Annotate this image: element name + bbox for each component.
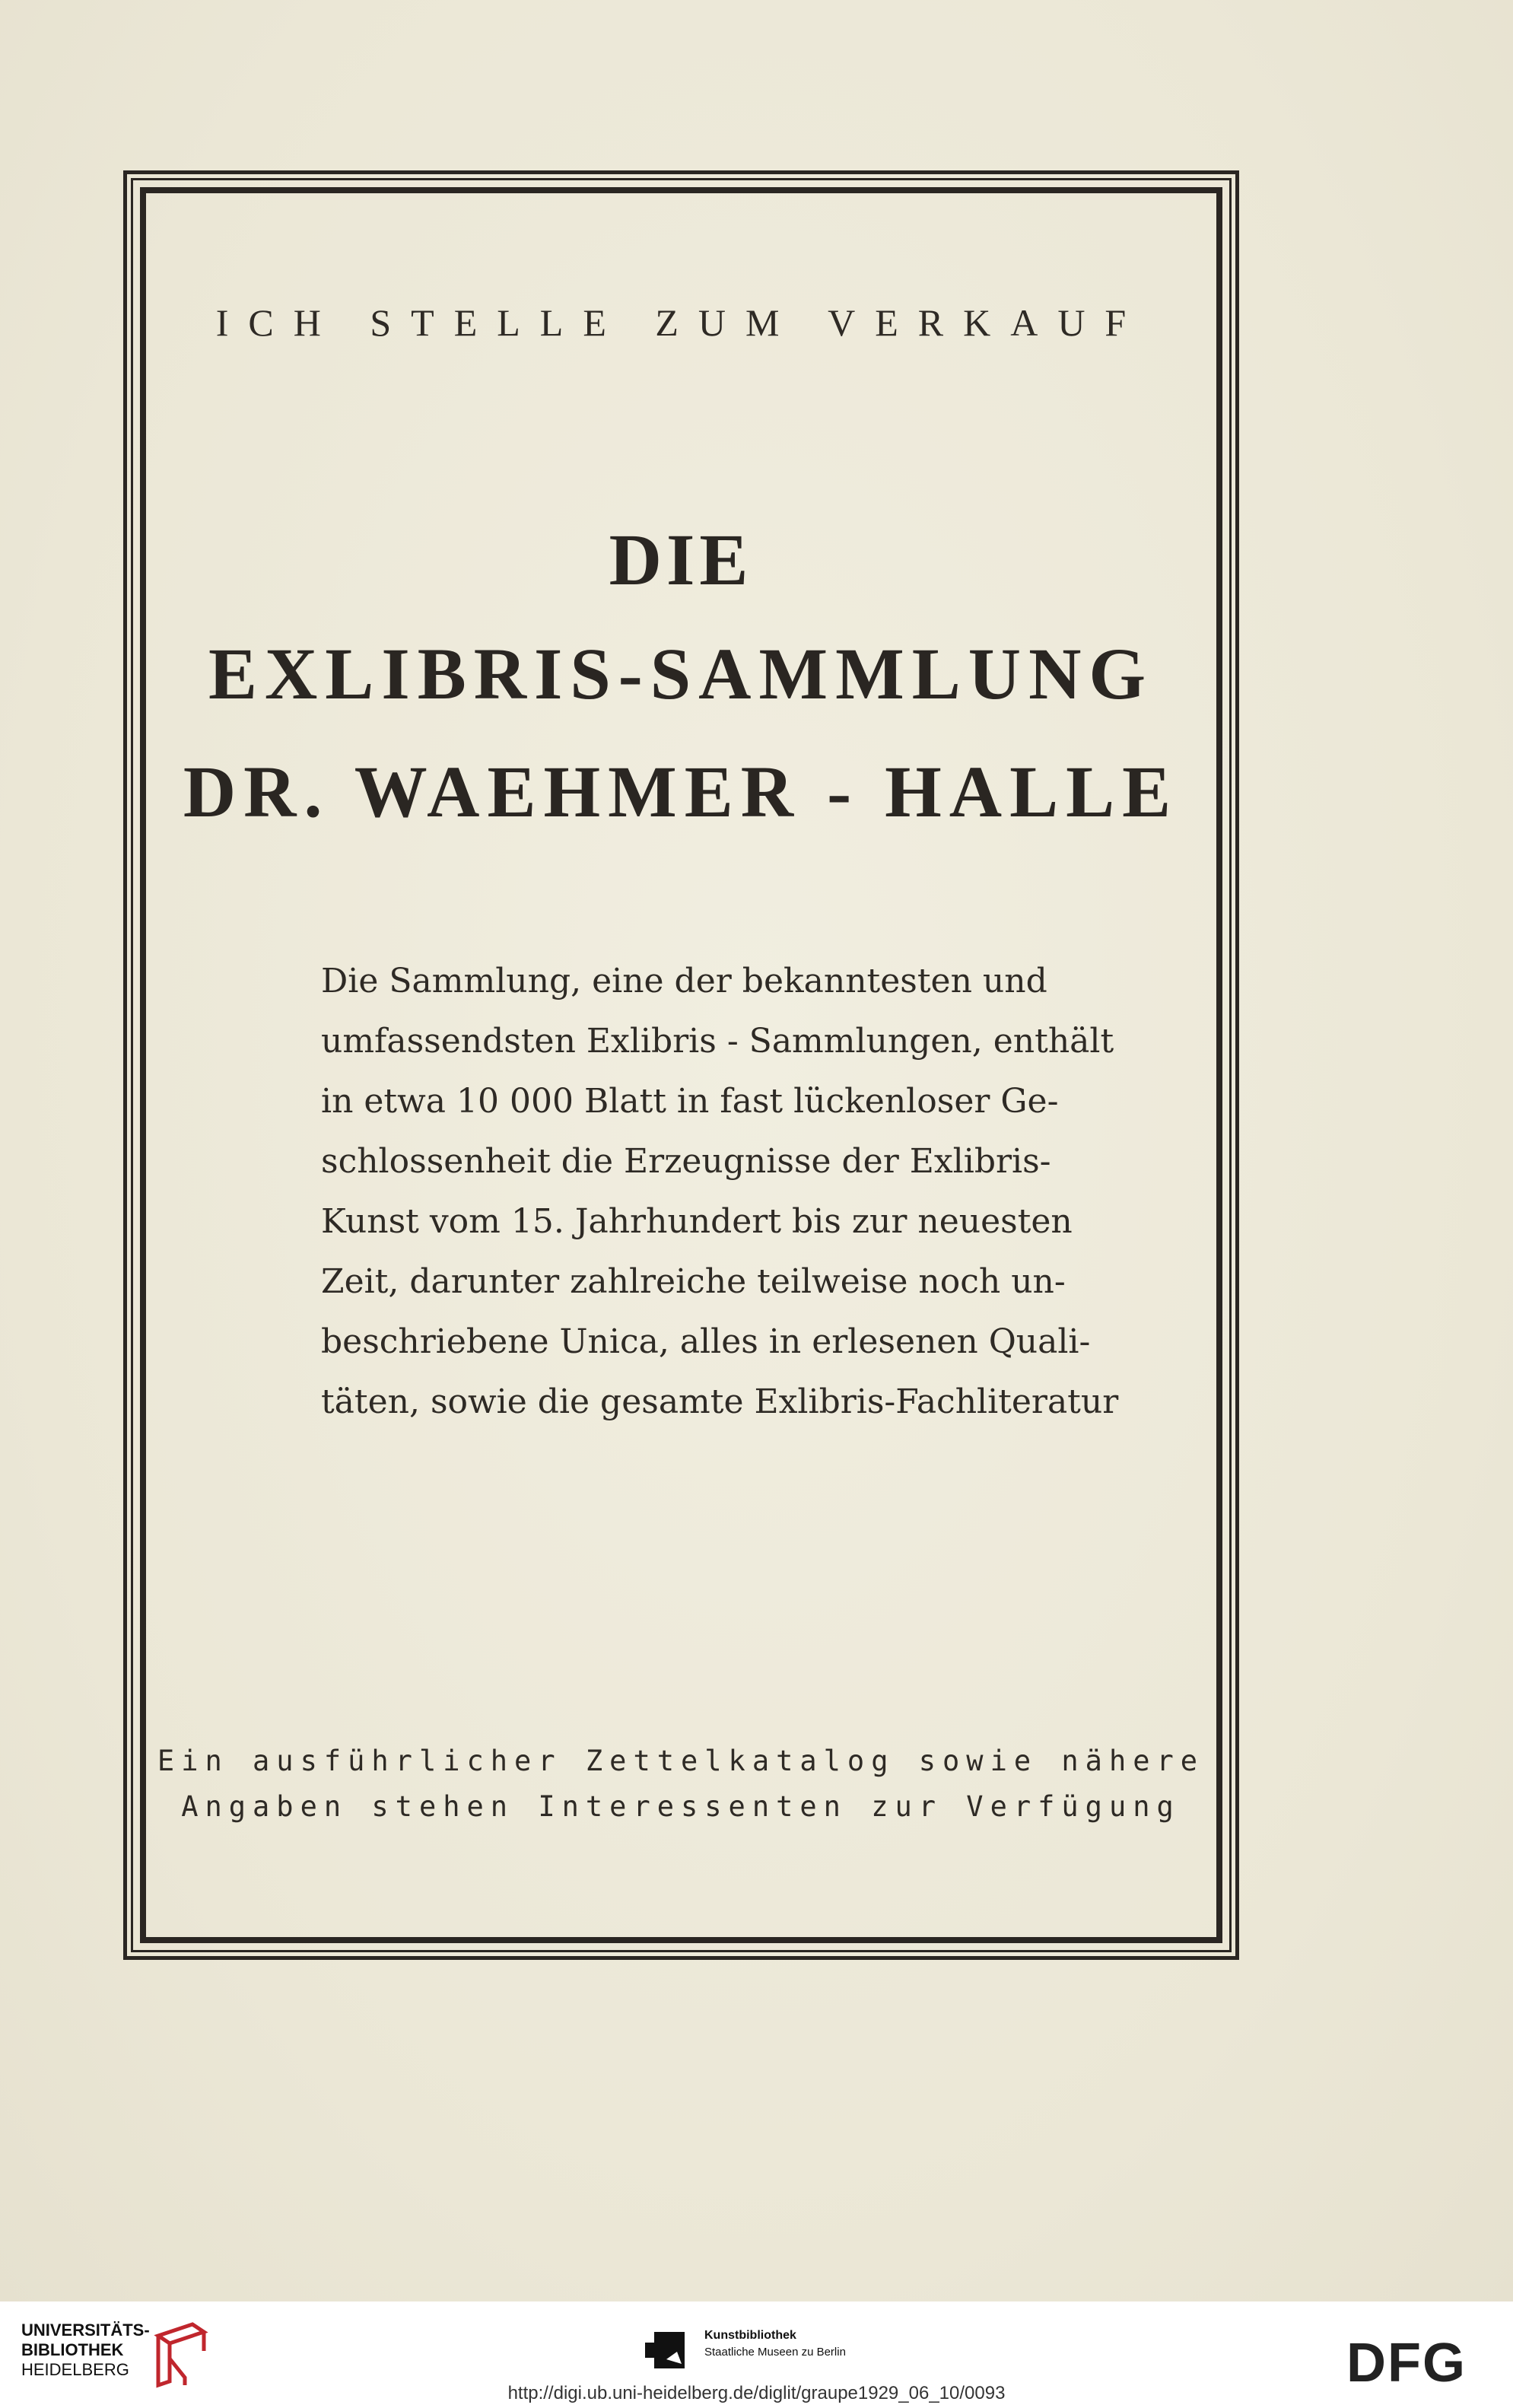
heidelberg-book-icon xyxy=(151,2321,211,2389)
dfg-logo[interactable]: DFG xyxy=(1346,2333,1467,2394)
kunstbibliothek-icon xyxy=(644,2329,689,2371)
kicker-heading: ICH STELLE ZUM VERKAUF xyxy=(215,301,1146,344)
body-line: beschriebene Unica, alles in erlesenen Quali- xyxy=(321,1322,1091,1361)
body-line: Die Sammlung, eine der bekanntesten und xyxy=(321,962,1047,1000)
uni-line-1: UNIVERSITÄTS- xyxy=(21,2321,150,2340)
catalog-note-line-1: Ein ausführlicher Zettelkatalog sowie nähere xyxy=(157,1745,1205,1777)
kunstbibliothek-subtitle: Staatliche Museen zu Berlin xyxy=(704,2346,846,2359)
uni-line-3: HEIDELBERG xyxy=(21,2360,129,2379)
body-line: täten, sowie die gesamte Exlibris-Fachliteratur xyxy=(321,1382,1119,1421)
kunstbibliothek-title: Kunstbibliothek xyxy=(704,2329,796,2342)
permalink-url[interactable]: http://digi.ub.uni-heidelberg.de/diglit/graupe1929_06_10/0093 xyxy=(507,2383,1006,2403)
catalog-note-line-2: Angaben stehen Interessenten zur Verfügung xyxy=(181,1790,1181,1823)
body-line: in etwa 10 000 Blatt in fast lückenloser Ge- xyxy=(321,1082,1059,1121)
title-line-3: DR. WAEHMER - HALLE xyxy=(183,751,1179,832)
title-line-1: DIE xyxy=(609,519,753,600)
kunstbibliothek-logo[interactable] xyxy=(644,2329,895,2375)
uni-line-2: BIBLIOTHEK xyxy=(21,2340,124,2359)
body-line: schlossenheit die Erzeugnisse der Exlibris- xyxy=(321,1142,1051,1181)
catalog-note xyxy=(152,1738,1209,1830)
description-paragraph xyxy=(321,951,1119,1432)
body-line: umfassendsten Exlibris - Sammlungen, enthält xyxy=(321,1022,1114,1061)
body-line: Zeit, darunter zahlreiche teilweise noch un- xyxy=(321,1262,1066,1301)
heidelberg-library-name xyxy=(21,2321,150,2380)
body-line: Kunst vom 15. Jahrhundert bis zur neuesten xyxy=(321,1202,1073,1241)
title-line-2: EXLIBRIS-SAMMLUNG xyxy=(208,633,1154,714)
